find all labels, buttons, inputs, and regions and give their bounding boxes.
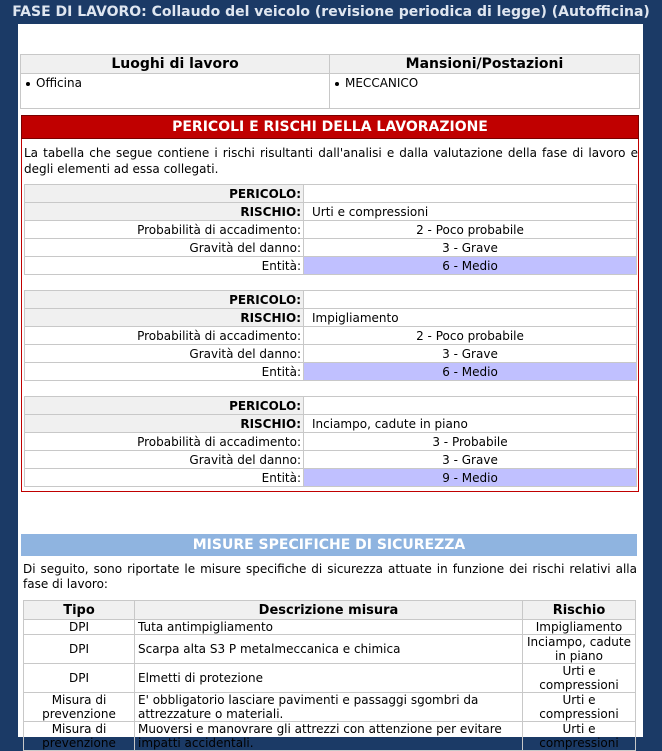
entita-label: Entità: xyxy=(25,257,304,275)
entita-label: Entità: xyxy=(25,469,304,487)
probabilita-value: 3 - Probabile xyxy=(304,433,637,451)
risks-section xyxy=(21,115,639,492)
risks-intro: La tabella che segue contiene i rischi risultanti dall'analisi e dalla valutazione della fase di lavoro e degli elementi ad essa collegati. xyxy=(24,146,638,176)
rischio-label: RISCHIO: xyxy=(25,415,304,433)
tipo-header: Tipo xyxy=(24,601,135,620)
roles-header: Mansioni/Postazioni xyxy=(330,55,640,74)
gravita-value: 3 - Grave xyxy=(304,451,637,469)
entita-value: 9 - Medio xyxy=(304,469,637,487)
gravita-value: 3 - Grave xyxy=(304,345,637,363)
measures-table xyxy=(23,600,636,751)
workplace-item: Officina xyxy=(36,76,82,90)
risk-table-1 xyxy=(24,184,637,275)
table-row xyxy=(24,693,636,722)
workplace-cell xyxy=(21,74,330,109)
descrizione-cell: E' obbligatorio lasciare pavimenti e passaggi sgombri da attrezzature o materiali. xyxy=(135,693,523,722)
tipo-cell: DPI xyxy=(24,635,135,664)
probabilita-value: 2 - Poco probabile xyxy=(304,221,637,239)
risk-table-3 xyxy=(24,396,637,487)
tipo-cell: DPI xyxy=(24,664,135,693)
pericolo-label: PERICOLO: xyxy=(25,291,304,309)
tipo-cell: Misura di prevenzione xyxy=(24,722,135,751)
entita-label: Entità: xyxy=(25,363,304,381)
rischio-cell: Impigliamento xyxy=(523,620,636,635)
pericolo-value xyxy=(304,185,637,203)
table-row xyxy=(24,722,636,751)
role-cell xyxy=(330,74,640,109)
rischio-value: Impigliamento xyxy=(304,309,637,327)
risk-table-2 xyxy=(24,290,637,381)
bullet-icon xyxy=(335,82,339,86)
workplace-table xyxy=(20,54,640,109)
probabilita-label: Probabilità di accadimento: xyxy=(25,327,304,345)
descrizione-cell: Muoversi e manovrare gli attrezzi con attenzione per evitare impatti accidentali. xyxy=(135,722,523,751)
probabilita-value: 2 - Poco probabile xyxy=(304,327,637,345)
rischio-cell: Urti e compressioni xyxy=(523,693,636,722)
risks-header: PERICOLI E RISCHI DELLA LAVORAZIONE xyxy=(21,115,639,139)
measures-header: MISURE SPECIFICHE DI SICUREZZA xyxy=(21,534,637,556)
pericolo-label: PERICOLO: xyxy=(25,185,304,203)
workplaces-header: Luoghi di lavoro xyxy=(21,55,330,74)
descrizione-cell: Scarpa alta S3 P metalmeccanica e chimica xyxy=(135,635,523,664)
measures-section xyxy=(21,534,637,751)
rischio-cell: Urti e compressioni xyxy=(523,722,636,751)
rischio-label: RISCHIO: xyxy=(25,309,304,327)
tipo-cell: DPI xyxy=(24,620,135,635)
table-row xyxy=(24,635,636,664)
bullet-icon xyxy=(26,82,30,86)
rischio-cell: Urti e compressioni xyxy=(523,664,636,693)
page-title: FASE DI LAVORO: Collaudo del veicolo (revisione periodica di legge) (Autofficina) xyxy=(12,4,650,20)
table-row xyxy=(24,620,636,635)
rischio-value: Urti e compressioni xyxy=(304,203,637,221)
role-item: MECCANICO xyxy=(345,76,419,90)
table-row xyxy=(24,664,636,693)
rischio-value: Inciampo, cadute in piano xyxy=(304,415,637,433)
gravita-label: Gravità del danno: xyxy=(25,451,304,469)
gravita-value: 3 - Grave xyxy=(304,239,637,257)
pericolo-value xyxy=(304,397,637,415)
gravita-label: Gravità del danno: xyxy=(25,239,304,257)
rischio-label: RISCHIO: xyxy=(25,203,304,221)
descrizione-cell: Tuta antimpigliamento xyxy=(135,620,523,635)
probabilita-label: Probabilità di accadimento: xyxy=(25,433,304,451)
entita-value: 6 - Medio xyxy=(304,257,637,275)
entita-value: 6 - Medio xyxy=(304,363,637,381)
gravita-label: Gravità del danno: xyxy=(25,345,304,363)
pericolo-label: PERICOLO: xyxy=(25,397,304,415)
descrizione-header: Descrizione misura xyxy=(135,601,523,620)
rischio-header: Rischio xyxy=(523,601,636,620)
pericolo-value xyxy=(304,291,637,309)
probabilita-label: Probabilità di accadimento: xyxy=(25,221,304,239)
measures-intro: Di seguito, sono riportate le misure specifiche di sicurezza attuate in funzione dei rischi relativi alla fase di lavoro: xyxy=(23,562,637,591)
descrizione-cell: Elmetti di protezione xyxy=(135,664,523,693)
rischio-cell: Inciampo, cadute in piano xyxy=(523,635,636,664)
tipo-cell: Misura di prevenzione xyxy=(24,693,135,722)
document-page xyxy=(18,24,643,750)
